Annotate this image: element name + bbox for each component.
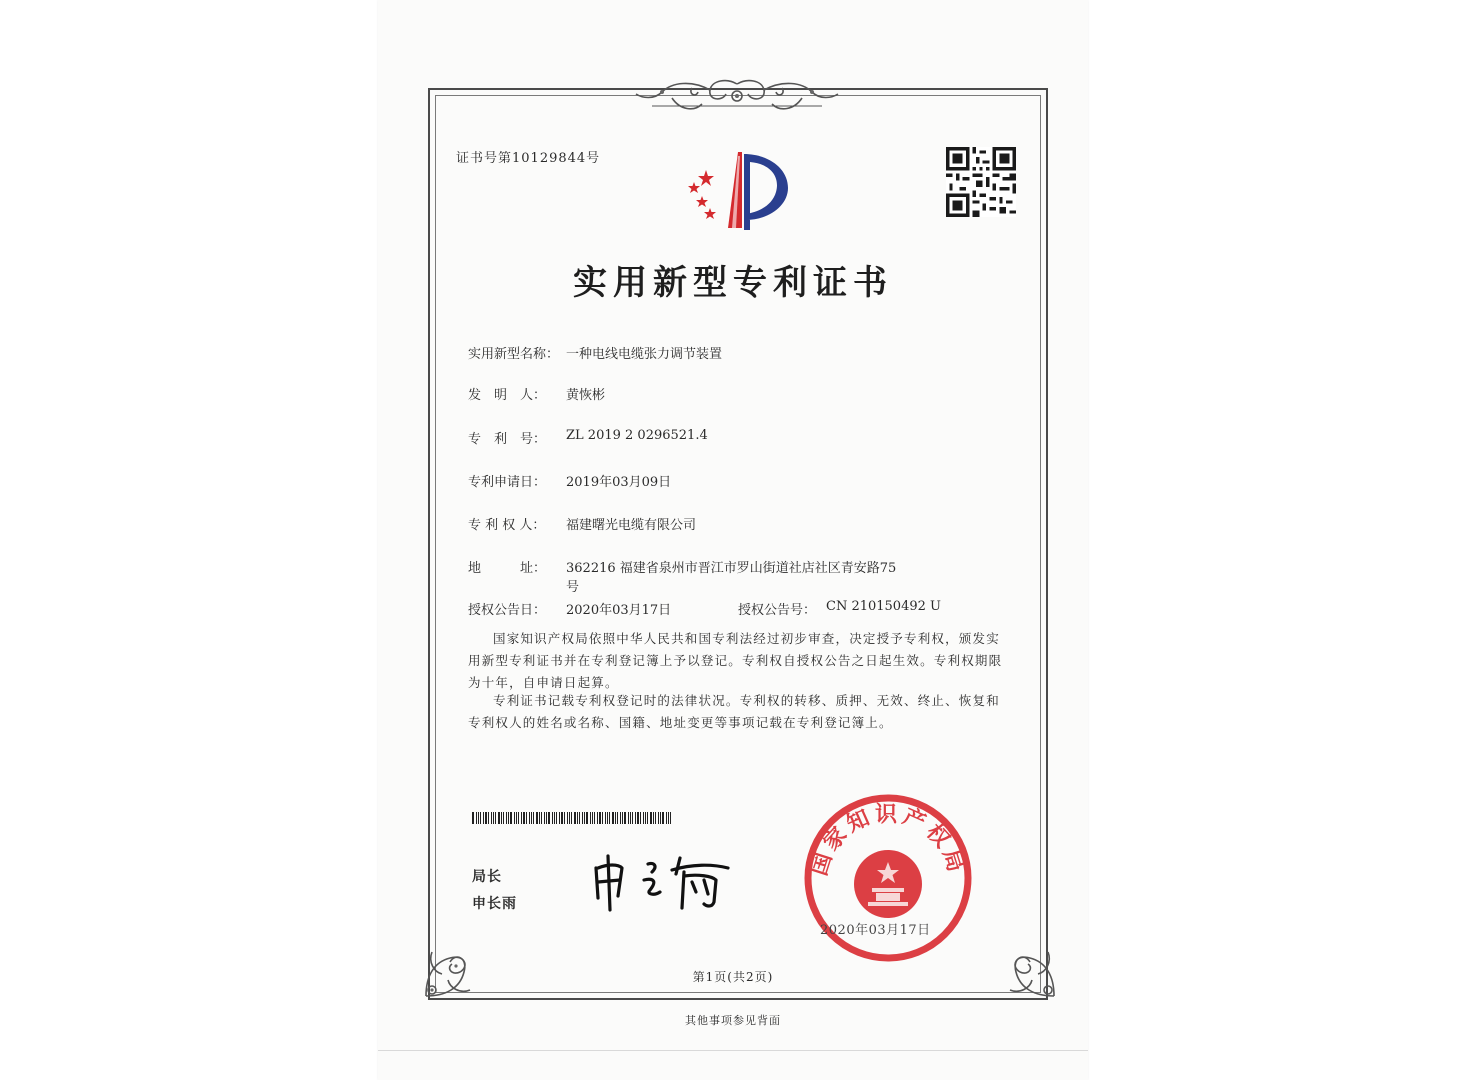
grant-number-label: 授权公告号： [738, 603, 817, 618]
back-page-note: 其他事项参见背面 [685, 1014, 781, 1027]
top-ornament-icon [632, 76, 842, 120]
grant-number-value: CN 210150492 U [826, 599, 941, 614]
certificate-title: 实用新型专利证书 [573, 263, 893, 303]
grant-statement-paragraph: 国家知识产权局依照中华人民共和国专利法经过初步审查，决定授予专利权，颁发实用新型专利证书并在专利登记簿上予以登记。专利权自授权公告之日起生效。专利权期限为十年，自申请日起算。 [468, 631, 1003, 690]
director-name: 申长雨 [472, 896, 517, 912]
patent-number-label: 专 利 号： [468, 432, 547, 447]
legal-status-paragraph: 专利证书记载专利权登记时的法律状况。专利权的转移、质押、无效、终止、恢复和专利权人的姓名或名称、国籍、地址变更等事项记载在专利登记簿上。 [468, 693, 1000, 730]
director-signature-icon [588, 850, 748, 914]
patent-number-value: ZL 2019 2 0296521.4 [566, 428, 708, 443]
grant-date-value: 2020年03月17日 [566, 603, 672, 618]
application-date-label: 专利申请日： [468, 475, 547, 490]
corner-ornament-icon [420, 932, 490, 1002]
page-number: 第1页(共2页) [692, 970, 774, 984]
certificate-number: 证书号第10129844号 [456, 151, 601, 166]
grant-date-label: 授权公告日： [468, 603, 547, 618]
name-label: 实用新型名称： [468, 347, 560, 362]
seal-text: 国家知识产权局 [805, 801, 971, 879]
patentee-label: 专 利 权 人： [468, 518, 546, 533]
official-seal-icon [802, 792, 974, 964]
inventor-label: 发 明 人： [468, 388, 547, 403]
name-value: 一种电线电缆张力调节装置 [566, 347, 723, 362]
corner-ornament-icon [990, 932, 1060, 1002]
director-title: 局长 [472, 869, 502, 885]
application-date-value: 2019年03月09日 [566, 475, 672, 490]
barcode-icon [472, 812, 672, 824]
address-label: 地 址： [468, 561, 547, 576]
qr-code-icon [945, 147, 1017, 217]
patent-office-logo-icon [680, 148, 800, 234]
address-line-1: 362216 福建省泉州市晋江市罗山街道社店社区青安路75 [566, 561, 897, 576]
address-line-2: 号 [566, 580, 580, 595]
patentee-value: 福建曙光电缆有限公司 [566, 518, 697, 533]
seal-date: 2020年03月17日 [820, 923, 931, 938]
inventor-value: 黄恢彬 [566, 388, 606, 403]
